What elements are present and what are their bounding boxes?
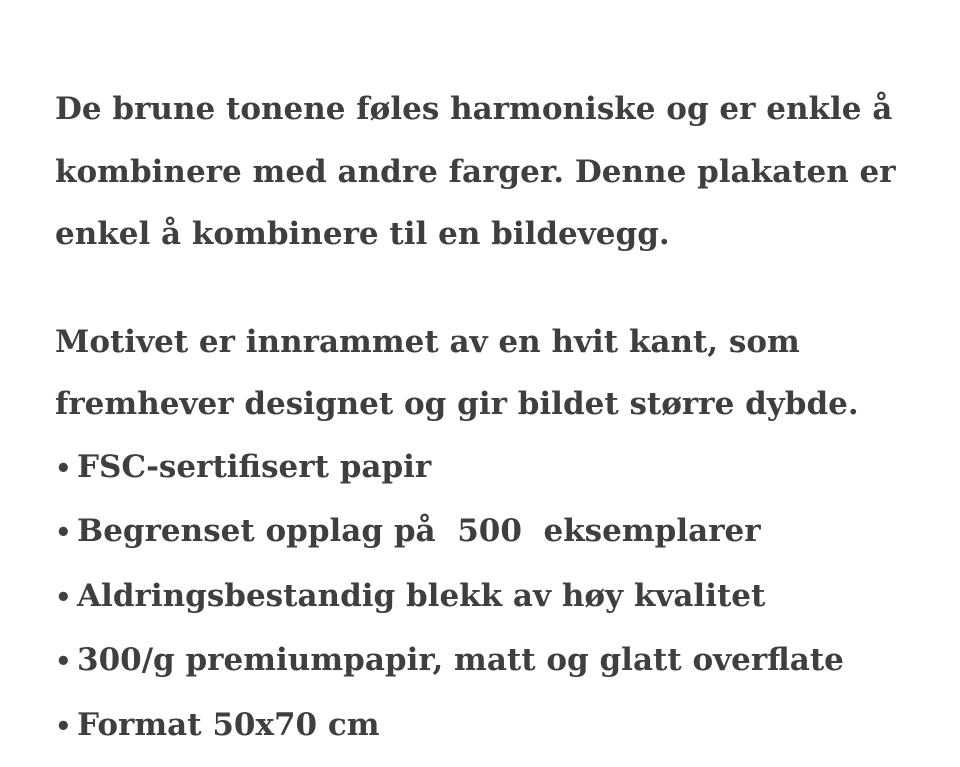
feature-item-paper <box>55 629 950 694</box>
feature-item-limited-edition <box>55 500 950 565</box>
feature-item-ink <box>55 565 950 630</box>
description-block-2 <box>55 311 950 759</box>
bullet-icon: • <box>55 647 72 677</box>
feature-list <box>55 436 950 759</box>
feature-text: Aldringsbestandig blekk av høy kvalitet <box>77 577 766 614</box>
bullet-icon: • <box>55 711 72 742</box>
description-paragraph-1: De brune tonene føles harmoniske og er enkle å kombinere med andre farger. Denne plakaten er enkel å kombinere til en bildevegg. <box>55 91 896 252</box>
bullet-icon: • <box>55 582 72 613</box>
feature-text: Begrenset opplag på 500 eksemplarer <box>77 513 761 549</box>
feature-item-format <box>55 694 950 759</box>
bullet-icon: • <box>55 518 72 548</box>
description-paragraph-2: Motivet er innrammet av en hvit kant, som fremhever designet og gir bildet større dybde. <box>55 323 859 422</box>
feature-text: Format 50x70 cm <box>77 706 380 743</box>
feature-text: FSC-sertifisert papir <box>77 448 432 485</box>
bullet-icon: • <box>55 453 72 484</box>
feature-item-fsc <box>55 436 950 501</box>
product-description <box>55 78 950 758</box>
feature-text: 300/g premiumpapir, matt og glatt overflate <box>77 642 844 678</box>
